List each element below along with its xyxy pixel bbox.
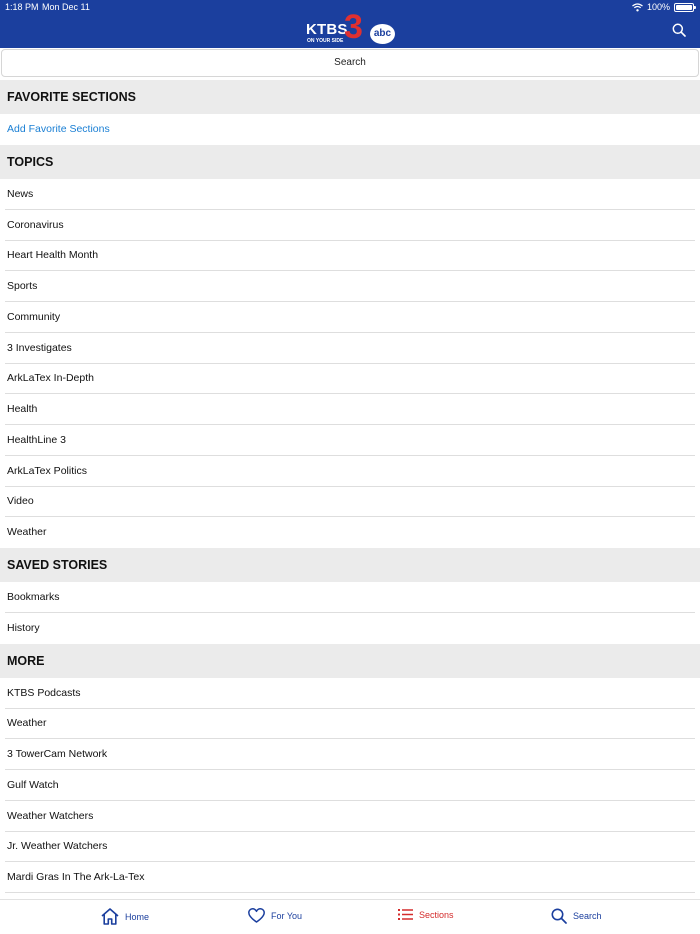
search-icon xyxy=(551,908,567,924)
list-item-label: Heart Health Month xyxy=(7,249,99,261)
list-item-video[interactable] xyxy=(0,486,700,517)
list-item-label: KTBS Podcasts xyxy=(7,687,81,699)
list-item-label: HealthLine 3 xyxy=(7,434,66,446)
more-header: MORE xyxy=(0,644,700,678)
tab-sections-label: Sections xyxy=(419,909,454,920)
favorite-sections-header: FAVORITE SECTIONS xyxy=(0,80,700,114)
saved-stories-header: SAVED STORIES xyxy=(0,548,700,582)
list-item-weather-more[interactable] xyxy=(0,708,700,739)
tab-search[interactable] xyxy=(551,908,602,924)
list-item-label: Mardi Gras In The Ark-La-Tex xyxy=(7,871,145,883)
battery-icon xyxy=(674,3,694,12)
list-item-label: Weather xyxy=(7,526,47,538)
list-item-bookmarks[interactable] xyxy=(0,582,700,613)
battery-percent: 100% xyxy=(646,2,670,12)
list-item-jr-weather-watchers[interactable] xyxy=(0,831,700,862)
list-item-healthline-3[interactable] xyxy=(0,425,700,456)
wifi-icon xyxy=(632,3,643,12)
list-icon xyxy=(398,908,413,921)
list-item-label: Coronavirus xyxy=(7,219,64,231)
list-item-label: Sports xyxy=(7,280,38,292)
list-item-heart-health-month[interactable] xyxy=(0,240,700,271)
list-item-sports[interactable] xyxy=(0,271,700,302)
list-item-label: Bookmarks xyxy=(7,591,60,603)
logo-number: 3 xyxy=(344,8,363,46)
add-favorite-sections-link[interactable] xyxy=(0,114,700,145)
list-item-mardi-gras[interactable] xyxy=(0,862,700,893)
list-item-label: 3 Investigates xyxy=(7,342,72,354)
list-item-label: Video xyxy=(7,495,34,507)
list-item-news[interactable] xyxy=(0,179,700,210)
search-field[interactable]: Search xyxy=(1,49,699,77)
list-item-community[interactable] xyxy=(0,302,700,333)
list-item-label: 3 TowerCam Network xyxy=(7,748,108,760)
list-item-gulf-watch[interactable] xyxy=(0,770,700,801)
list-item-label: Health xyxy=(7,403,38,415)
list-item-arklatex-in-depth[interactable] xyxy=(0,363,700,394)
tab-home-label: Home xyxy=(125,911,150,922)
list-item-label: Jr. Weather Watchers xyxy=(7,840,108,852)
app-header xyxy=(0,0,700,48)
bottom-tab-bar xyxy=(0,899,700,934)
tab-for-you-label: For You xyxy=(271,910,303,921)
logo-tagline: ON YOUR SIDE xyxy=(307,38,344,44)
list-item-3-investigates[interactable] xyxy=(0,333,700,364)
list-item-label: Gulf Watch xyxy=(7,779,59,791)
list-item-arklatex-politics[interactable] xyxy=(0,456,700,487)
list-item-coronavirus[interactable] xyxy=(0,210,700,241)
list-item-label: News xyxy=(7,188,34,200)
list-item-history[interactable] xyxy=(0,613,700,644)
list-item-label: Weather xyxy=(7,717,47,729)
list-item-label: Weather Watchers xyxy=(7,810,94,822)
list-item-label: ArkLaTex In-Depth xyxy=(7,372,94,384)
status-time: 1:18 PM xyxy=(5,2,39,12)
list-item-label: ArkLaTex Politics xyxy=(7,465,87,477)
topics-header: TOPICS xyxy=(0,145,700,179)
list-item-label: Community xyxy=(7,311,61,323)
list-item-label: History xyxy=(7,622,40,634)
status-date: Mon Dec 11 xyxy=(42,2,90,12)
list-item-weather-watchers[interactable] xyxy=(0,801,700,832)
list-item-health[interactable] xyxy=(0,394,700,425)
ktbs-logo[interactable] xyxy=(304,8,396,47)
tab-search-label: Search xyxy=(573,911,602,921)
tab-home[interactable] xyxy=(101,908,149,925)
header-search-icon[interactable] xyxy=(672,23,686,37)
tab-sections[interactable] xyxy=(398,908,454,921)
list-item-3-towercam-network[interactable] xyxy=(0,739,700,770)
abc-logo: abc xyxy=(370,24,395,44)
status-right xyxy=(632,2,694,12)
tab-for-you[interactable] xyxy=(248,908,302,923)
list-item-ktbs-podcasts[interactable] xyxy=(0,678,700,709)
list-item-weather[interactable] xyxy=(0,517,700,548)
add-favorite-sections-label: Add Favorite Sections xyxy=(7,123,110,135)
logo-text: KTBS xyxy=(306,21,348,38)
home-icon xyxy=(101,908,119,925)
heart-icon xyxy=(248,908,265,923)
